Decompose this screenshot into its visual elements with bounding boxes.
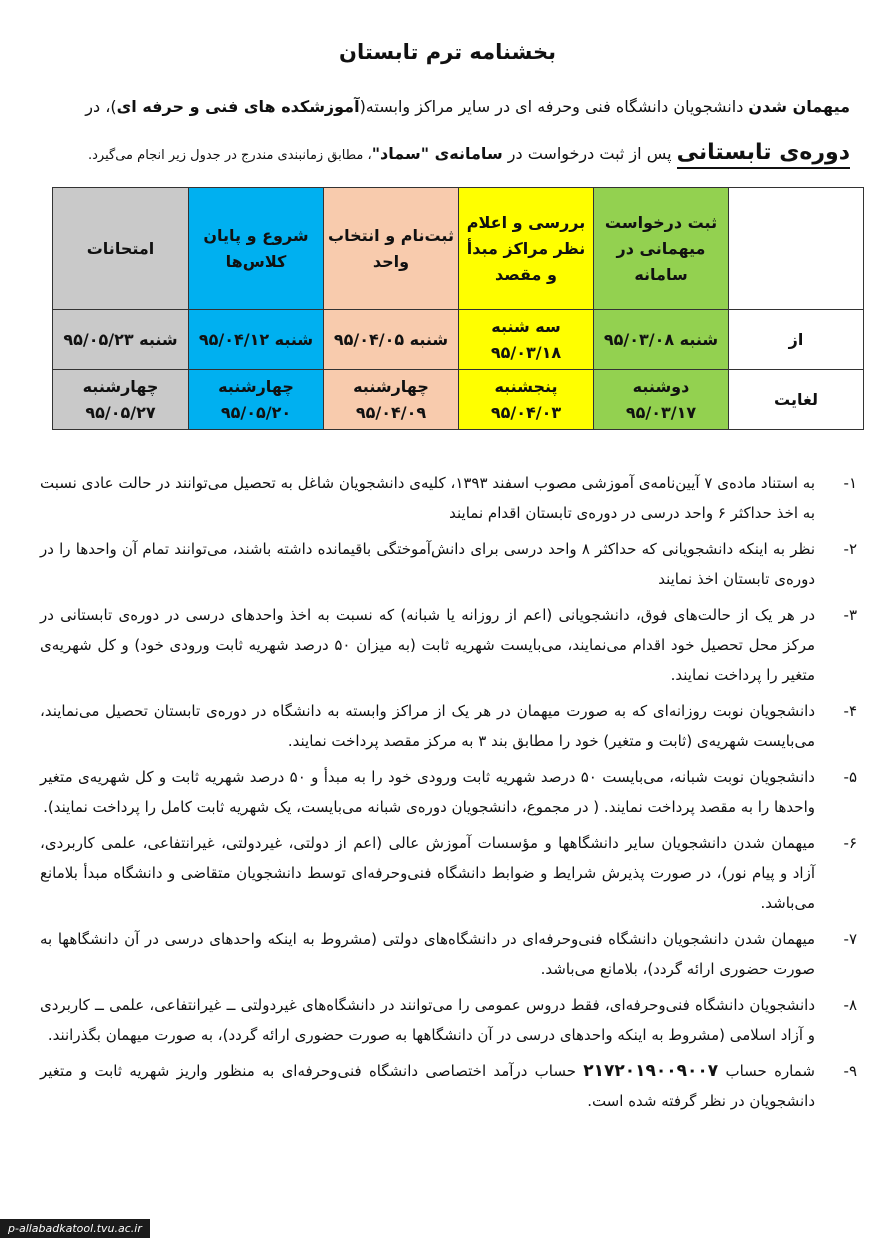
intro-bold-guest: میهمان شدن — [748, 97, 850, 116]
list-item — [40, 990, 857, 1050]
list-item — [40, 534, 857, 594]
rule-number: ۸- — [843, 996, 857, 1014]
intro-line-2 — [40, 138, 850, 171]
row-label-from: از — [729, 310, 864, 370]
rule-text: دانشجویان نوبت شبانه، می‌بایست ۵۰ درصد شهریه ثابت ورودی خود را به مبدأ و ۵۰ درصد شهریه ثابت و کل شهریه‌ی متغیر واحدها را به مقصد پرداخت نمایند. ( در مجموع، دانشجویان دوره‌ی شبانه می‌بایست، یک شهریه ثابت کامل را پرداخت نمایند). — [40, 768, 815, 816]
rules-list — [40, 468, 857, 1122]
rule-number: ۷- — [843, 930, 857, 948]
intro-samad-system: سامانه‌ی "سماد" — [371, 144, 503, 163]
row-label-to: لغایت — [729, 370, 864, 430]
intro-text-2: پس از ثبت درخواست در — [502, 144, 677, 163]
intro-tail-2: ، مطابق زمانبندی مندرج در جدول زیر انجام می‌گیرد. — [88, 148, 372, 163]
list-item — [40, 762, 857, 822]
table-header-request: ثبت درخواست میهمانی در سامانه — [594, 188, 729, 310]
rule-number: ۵- — [843, 768, 857, 786]
account-number: ۲۱۷۲۰۱۹۰۰۹۰۰۷ — [583, 1061, 719, 1081]
table-header-row — [53, 188, 864, 310]
table-cell: چهارشنبه ۹۵/۰۵/۲۰ — [189, 370, 324, 430]
table-cell: شنبه ۹۵/۰۴/۰۵ — [324, 310, 459, 370]
table-header-review: بررسی و اعلام نظر مراکز مبدأ و مقصد — [459, 188, 594, 310]
table-cell: دوشنبه ۹۵/۰۳/۱۷ — [594, 370, 729, 430]
rule-number: ۶- — [843, 834, 857, 852]
table-cell: شنبه ۹۵/۰۴/۱۲ — [189, 310, 324, 370]
rule-number: ۹- — [843, 1062, 857, 1080]
intro-tail-1: )، در — [85, 97, 117, 116]
rule-text: دانشجویان دانشگاه فنی‌وحرفه‌ای، فقط دروس عمومی را می‌توانند در دانشگاه‌های غیردولتی ــ غیرانتفاعی، علمی ــ کاربردی و آزاد اسلامی (مشروط به اینکه واحدهای درسی در آن دانشگاهها به صورت حضوری ارائه گردد)، به صورت میهمان بگذرانند. — [40, 996, 815, 1044]
table-cell: پنجشنبه ۹۵/۰۴/۰۳ — [459, 370, 594, 430]
intro-bold-schools: آموزشکده های فنی و حرفه ای — [116, 97, 360, 116]
list-item — [40, 1056, 857, 1116]
intro-line-1 — [40, 92, 850, 122]
intro-text-1: دانشجویان دانشگاه فنی وحرفه ای در سایر مراکز وابسته( — [359, 97, 749, 116]
list-item — [40, 600, 857, 690]
rule-number: ۲- — [843, 540, 857, 558]
list-item — [40, 828, 857, 918]
rule-text: دانشجویان نوبت روزانه‌ای که به صورت میهمان در هر یک از مراکز وابسته به دانشگاه در دوره‌ی تابستان تحصیل می‌نمایند، می‌بایست شهریه‌ی (ثابت و متغیر) خود را مطابق بند ۳ به مرکز مقصد پرداخت نمایند. — [40, 702, 815, 750]
table-row-from — [53, 310, 864, 370]
table-cell: چهارشنبه ۹۵/۰۵/۲۷ — [53, 370, 189, 430]
rule-number: ۱- — [843, 474, 857, 492]
rule-text: نظر به اینکه دانشجویانی که حداکثر ۸ واحد درسی برای دانش‌آموختگی باقیمانده داشته باشند، می‌توانند تمام آن واحدها را در دوره‌ی تابستان اخذ نمایند — [40, 540, 815, 588]
table-cell: چهارشنبه ۹۵/۰۴/۰۹ — [324, 370, 459, 430]
rule-text: میهمان شدن دانشجویان دانشگاه فنی‌وحرفه‌ای در دانشگاه‌های دولتی (مشروط به اینکه واحدهای درسی در آن دانشگاهها به صورت حضوری ارائه گردد)، بلامانع می‌باشد. — [40, 930, 815, 978]
rule-text: به استناد ماده‌ی ۷ آیین‌نامه‌ی آموزشی مصوب اسفند ۱۳۹۳، کلیه‌ی دانشجویان شاغل به تحصیل می‌توانند در حالت عادی نسبت به اخذ حداکثر ۶ واحد درسی در دوره‌ی تابستان اقدام نمایند — [40, 474, 815, 522]
list-item — [40, 696, 857, 756]
table-cell: سه شنبه ۹۵/۰۳/۱۸ — [459, 310, 594, 370]
table-cell: شنبه ۹۵/۰۳/۰۸ — [594, 310, 729, 370]
table-header-exams: امتحانات — [53, 188, 189, 310]
rule-text-before: شماره حساب — [718, 1062, 815, 1080]
table-header-classes: شروع و پایان کلاس‌ها — [189, 188, 324, 310]
rule-number: ۳- — [843, 606, 857, 624]
rule-number: ۴- — [843, 702, 857, 720]
table-header-registration: ثبت‌نام و انتخاب واحد — [324, 188, 459, 310]
schedule-table — [52, 187, 864, 430]
table-row-to — [53, 370, 864, 430]
rule-text-after: حساب درآمد اختصاصی دانشگاه فنی‌وحرفه‌ای به منظور واریز شهریه ثابت و متغیر دانشجویان در نظر گرفته شده است. — [40, 1062, 815, 1110]
table-cell: شنبه ۹۵/۰۵/۲۳ — [53, 310, 189, 370]
list-item — [40, 468, 857, 528]
intro-summer-term: دوره‌ی تابستانی — [677, 140, 850, 169]
page-title: بخشنامه ترم تابستان — [339, 40, 556, 64]
rule-text: در هر یک از حالت‌های فوق، دانشجویانی (اعم از روزانه یا شبانه) که نسبت به اخذ واحدهای درسی در دوره‌ی تابستانی در مرکز محل تحصیل خود اقدام می‌نمایند، می‌بایست شهریه ثابت (به میزان ۵۰ درصد شهریه ثابت ورودی خود) و کل شهریه‌ی متغیر را پرداخت نمایند. — [40, 606, 816, 684]
table-header-corner — [729, 188, 864, 310]
list-item — [40, 924, 857, 984]
footer-site-link[interactable]: p-allabadkatool.tvu.ac.ir — [0, 1219, 150, 1238]
rule-text: میهمان شدن دانشجویان سایر دانشگاهها و مؤسسات آموزش عالی (اعم از دولتی، غیردولتی، غیرانتفاعی، علمی کاربردی، آزاد و پیام نور)، در صورت پذیرش شرایط و ضوابط دانشگاه فنی‌وحرفه‌ای توسط دانشجویان متقاضی و دانشگاه مبدأ بلامانع می‌باشد. — [40, 834, 815, 912]
